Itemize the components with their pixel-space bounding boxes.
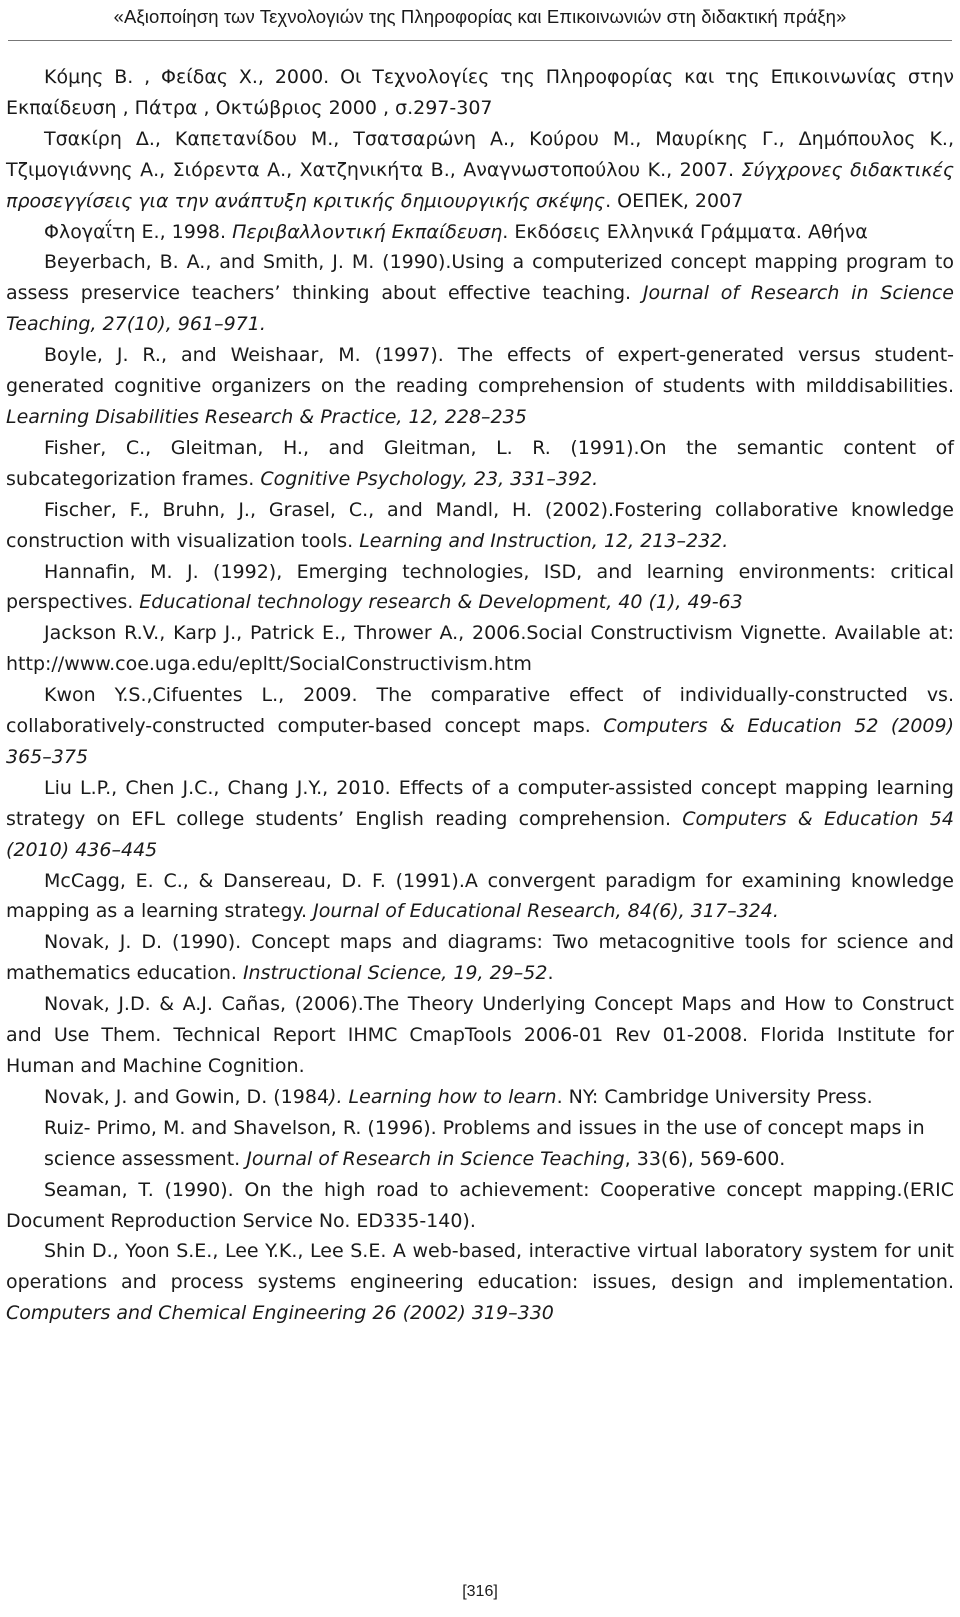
reference-entry: Jackson R.V., Karp J., Patrick E., Thrower A., 2006.Social Constructivism Vignette. Available at: http://www.coe.uga.edu/epltt/SocialConstructivism.htm: [6, 622, 954, 676]
reference-entry: Κόμης Β. , Φείδας Χ., 2000. Οι Τεχνολογίες της Πληροφορίας και της Επικοινωνίας στην Εκπαίδευση , Πάτρα , Οκτώβριος 2000 , σ.297-307: [6, 66, 954, 119]
header-divider: [8, 40, 952, 41]
reference-entry: Fischer, F., Bruhn, J., Grasel, C., and Mandl, H. (2002).Fostering collaborative knowledge construction with visualization tools. Learning and Instruction, 12, 213–232.: [6, 498, 954, 552]
reference-entry: Kwon Y.S.,Cifuentes L., 2009. The comparative effect of individually-constructed vs. collaboratively-constructed computer-based concept maps. Computers & Education 52 (2009) 365–375: [6, 684, 954, 768]
reference-entry: Boyle, J. R., and Weishaar, M. (1997). The effects of expert-generated versus student-generated cognitive organizers on the reading comprehension of students with milddisabilities. Learning Disabilities Research & Practice, 12, 228–235: [6, 344, 954, 428]
reference-entry: Fisher, C., Gleitman, H., and Gleitman, L. R. (1991).On the semantic content of subcategorization frames. Cognitive Psychology, 23, 331–392.: [6, 436, 954, 490]
running-header: «Αξιοποίηση των Τεχνολογιών της Πληροφορίας και Επικοινωνιών στη διδακτική πράξη»: [113, 6, 847, 27]
reference-entry: Novak, J.D. & A.J. Cañas, (2006).The Theory Underlying Concept Maps and How to Construct and Use Them. Technical Report IHMC CmapTools 2006-01 Rev 01-2008. Florida Institute for Human and Machine Cognition.: [6, 993, 954, 1077]
reference-entry: Ruiz- Primo, M. and Shavelson, R. (1996). Problems and issues in the use of concept maps in: [44, 1116, 925, 1139]
page-number: [316]: [462, 1583, 498, 1600]
reference-entry: Seaman, T. (1990). On the high road to achievement: Cooperative concept mapping.(ERIC Document Reproduction Service No. ED335-140).: [6, 1178, 954, 1232]
reference-entry: Φλογαΐτη Ε., 1998. Περιβαλλοντική Εκπαίδευση. Εκδόσεις Ελληνικά Γράμματα. Αθήνα: [44, 220, 868, 243]
reference-entry: Liu L.P., Chen J.C., Chang J.Y., 2010. Effects of a computer-assisted concept mapping learning strategy on EFL college students’ English reading comprehension. Computers & Education 54 (2010) 436–445: [6, 776, 954, 861]
reference-entry: Shin D., Yoon S.E., Lee Y.K., Lee S.E. A web-based, interactive virtual laboratory system for unit operations and process systems engineering education: issues, design and implementation. Computers and Chemical Engineering 26 (2002) 319–330: [6, 1240, 954, 1325]
reference-entry: Novak, J. and Gowin, D. (1984). Learning how to learn. NY: Cambridge University Press.: [44, 1085, 873, 1108]
reference-entry: science assessment. Journal of Research in Science Teaching, 33(6), 569-600.: [44, 1147, 786, 1170]
reference-entry: Beyerbach, B. A., and Smith, J. M. (1990).Using a computerized concept mapping program to assess preservice teachers’ thinking about effective teaching. Journal of Research in Science Teaching, 27(10), 961–971.: [6, 251, 954, 336]
reference-list: [6, 62, 954, 1329]
reference-entry: Τσακίρη Δ., Καπετανίδου Μ., Τσατσαρώνη Α., Κούρου Μ., Μαυρίκης Γ., Δημόπουλος Κ., Τζιμογιάννης Α., Σιόρεντα Α., Χατζηνικήτα Β., Αναγνωστοπούλου Κ., 2007. Σύγχρονες διδακτικές προσεγγίσεις για την ανάπτυξη κριτικής δημιουργικής σκέψης. ΟΕΠΕΚ, 2007: [6, 127, 954, 212]
reference-entry: Novak, J. D. (1990). Concept maps and diagrams: Two metacognitive tools for science and mathematics education. Instructional Science, 19, 29–52.: [6, 931, 954, 985]
reference-entry: McCagg, E. C., & Dansereau, D. F. (1991).A convergent paradigm for examining knowledge mapping as a learning strategy. Journal of Educational Research, 84(6), 317–324.: [6, 869, 954, 923]
reference-entry: Hannafin, M. J. (1992), Emerging technologies, ISD, and learning environments: critical perspectives. Educational technology research & Development, 40 (1), 49-63: [6, 560, 954, 614]
